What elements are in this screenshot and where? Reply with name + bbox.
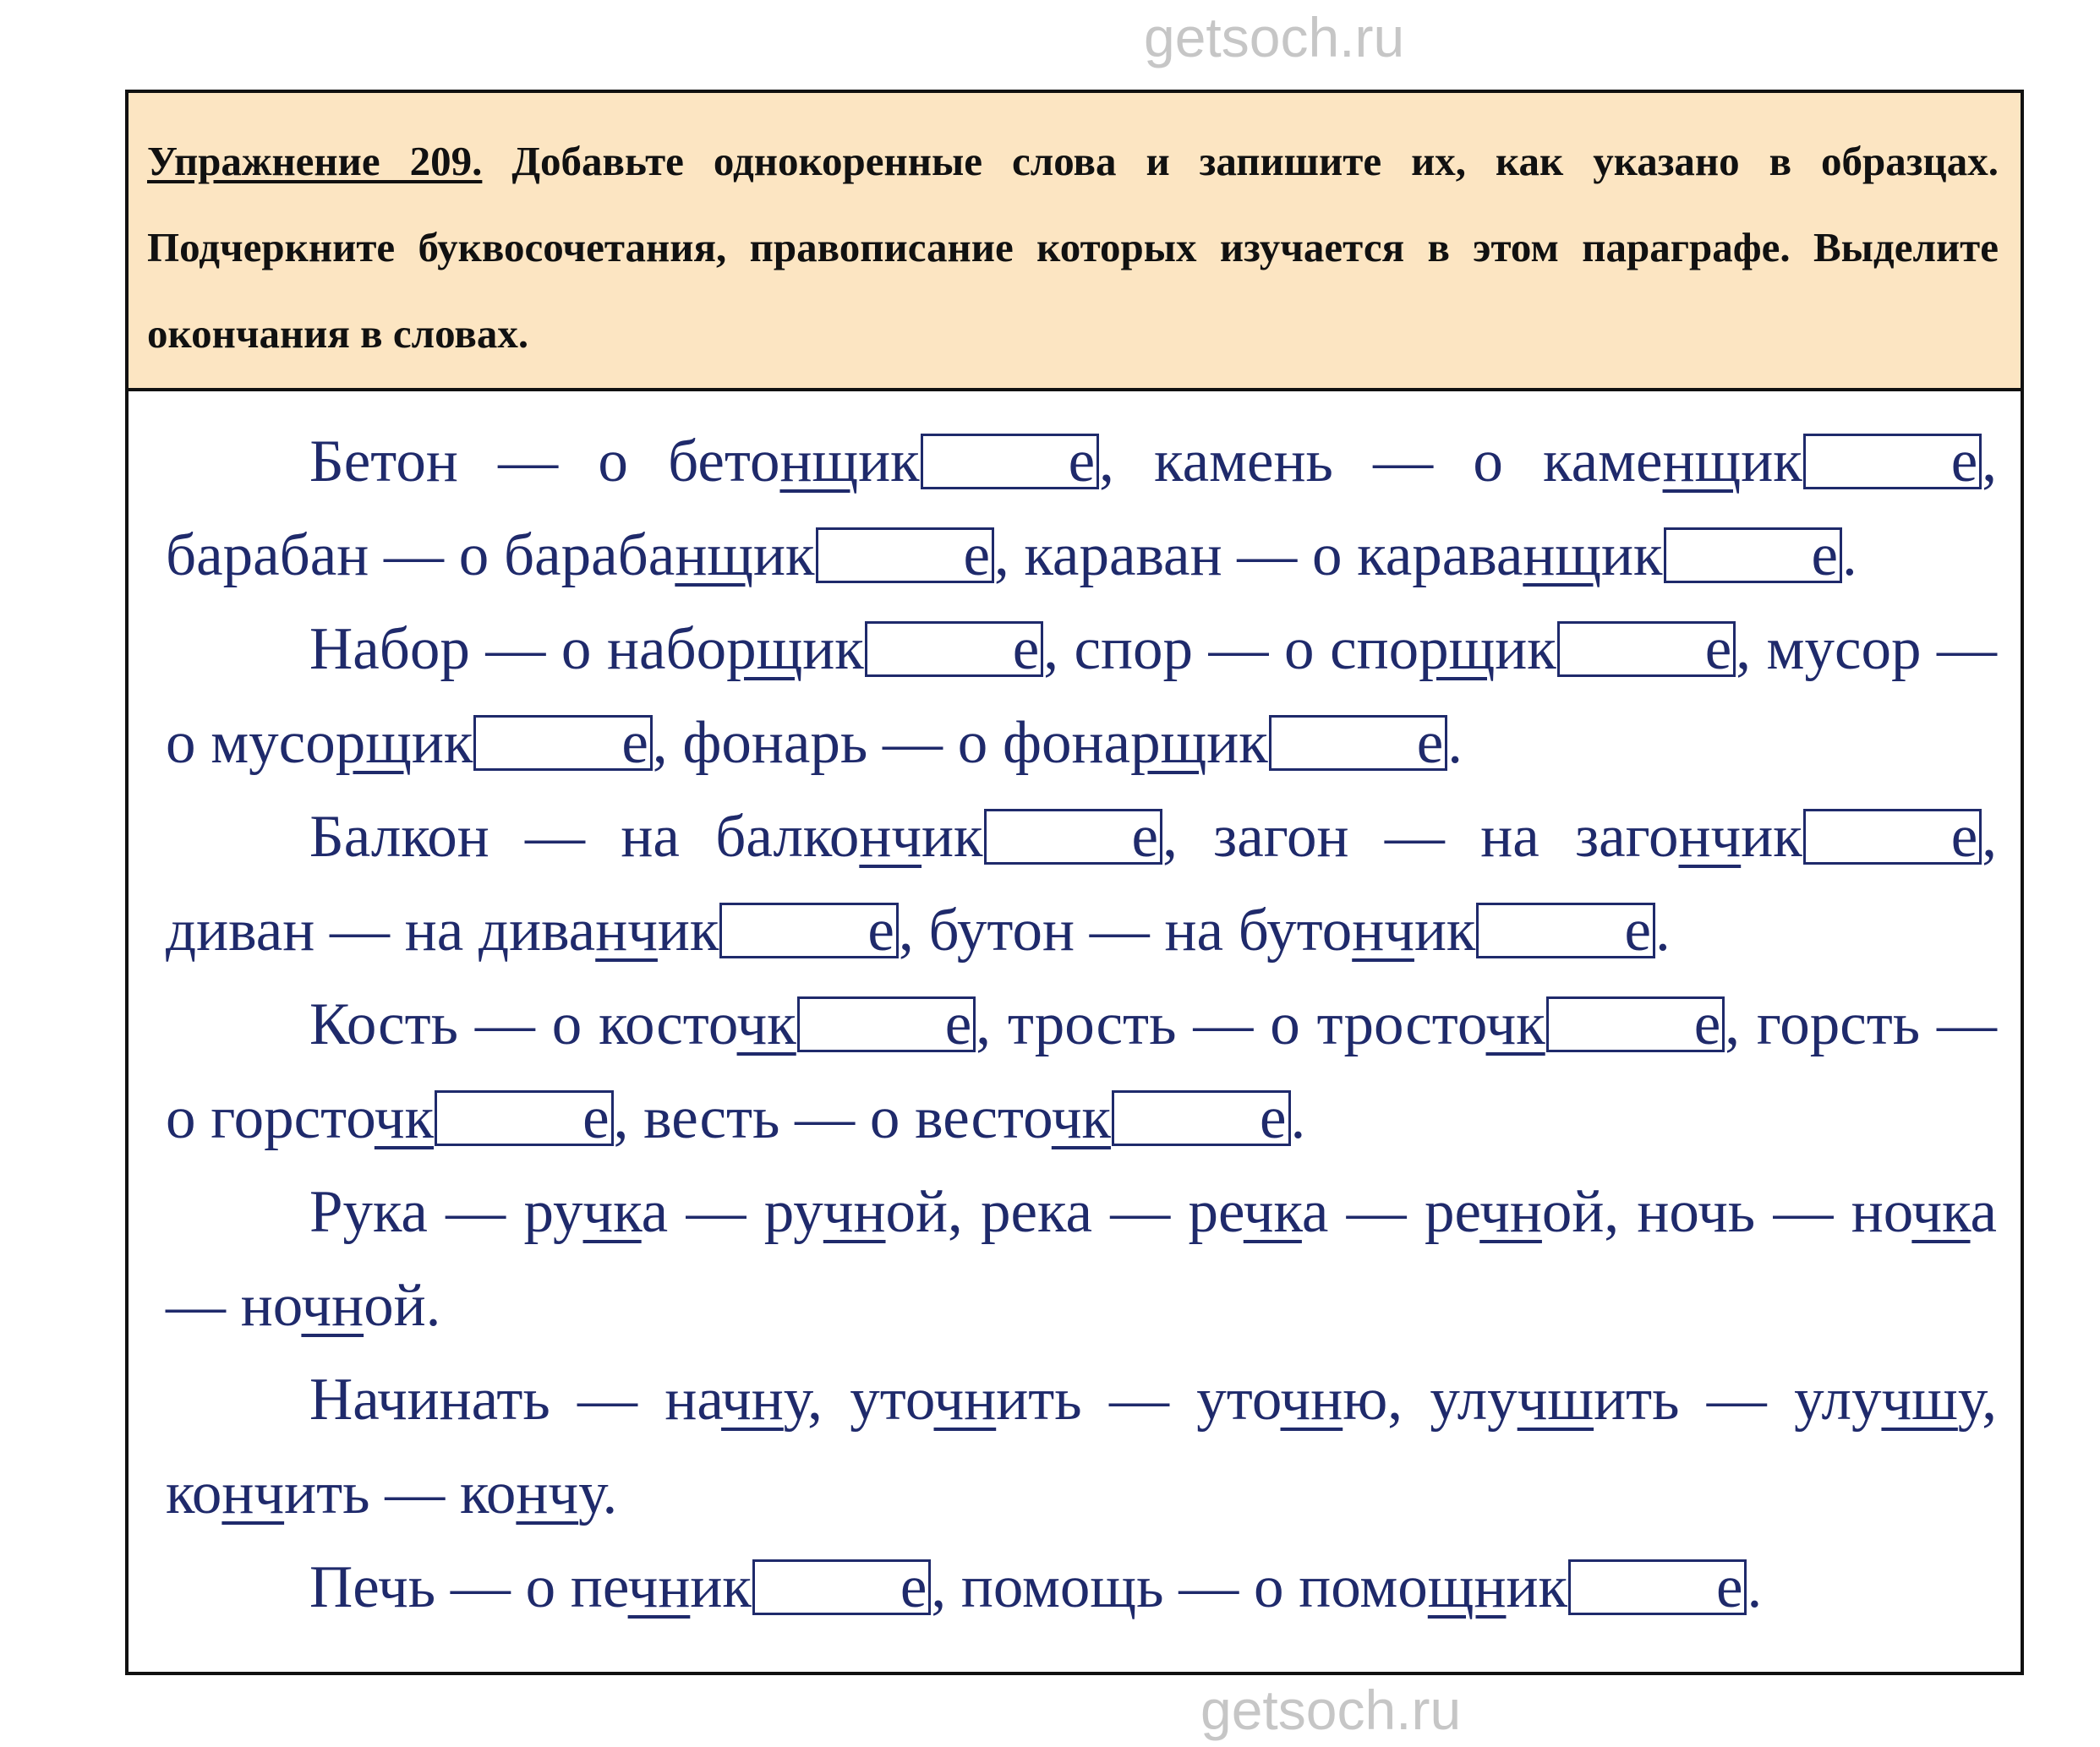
answer-text: Начинать — на <box>309 1367 722 1433</box>
answer-text: , горсть — о горсто <box>166 991 1997 1151</box>
underlined-letters: рщ <box>335 710 412 776</box>
answer-text: ить — улу <box>1594 1367 1882 1433</box>
ending-box: е <box>1557 621 1736 677</box>
answer-text: ик <box>1741 429 1802 494</box>
answer-text: , спор — о спо <box>1043 616 1419 682</box>
underlined-letters: рщ <box>726 616 803 682</box>
answer-text: Кость — о косто <box>309 991 737 1057</box>
answer-text: ик <box>1414 898 1476 964</box>
answer-text: ик <box>802 616 864 682</box>
watermark: getsoch.ru <box>1144 6 1405 68</box>
answer-text: . <box>1290 1085 1306 1151</box>
underlined-letters: нч <box>859 804 922 870</box>
underlined-letters: нщ <box>1523 522 1602 588</box>
answer-text: , мусор — о мусо <box>166 616 1997 776</box>
underlined-letters: нч <box>595 898 658 964</box>
answer-text: ой, ночь — но <box>1541 1179 1912 1245</box>
answer-text: ой. <box>364 1273 441 1339</box>
underlined-letters: чк <box>1051 1085 1112 1151</box>
underlined-letters: нч <box>516 1460 579 1526</box>
answer-text: , трость — о тросто <box>976 991 1486 1057</box>
task-header <box>129 93 2021 391</box>
exercise-frame <box>125 90 2024 1675</box>
exercise-number: Упражнение 209. <box>147 138 483 184</box>
underlined-letters: чк <box>1911 1179 1971 1245</box>
ending-box: е <box>816 527 995 583</box>
answer-text: ик <box>657 898 719 964</box>
ending-box: е <box>797 996 976 1052</box>
underlined-letters: чш <box>1881 1367 1958 1433</box>
underlined-letters: чк <box>1243 1179 1302 1245</box>
answer-paragraph <box>166 1541 1997 1635</box>
answer-text: , фонарь — о фона <box>652 710 1131 776</box>
task-text <box>147 118 1999 377</box>
underlined-letters: чн <box>823 1179 886 1245</box>
answer-text: , загон — на заго <box>1162 804 1679 870</box>
underlined-letters: чн <box>933 1367 997 1433</box>
underlined-letters: чн <box>1280 1367 1343 1433</box>
underlined-letters: рщ <box>1130 710 1207 776</box>
ending-box: е <box>1803 809 1982 865</box>
underlined-letters: чк <box>582 1179 642 1245</box>
answer-text: ик <box>1506 1554 1567 1620</box>
ending-box: е <box>1112 1090 1291 1146</box>
answer-text: Набор — о набо <box>309 616 727 682</box>
answer-paragraph <box>166 1166 1997 1353</box>
underlined-letters: чн <box>1479 1179 1542 1245</box>
answer-text: . <box>1654 898 1671 964</box>
answer-text: ик <box>1495 616 1556 682</box>
answer-text: ой, река — ре <box>885 1179 1244 1245</box>
answer-text: ик <box>1741 804 1802 870</box>
ending-box: е <box>1269 715 1448 771</box>
task-instructions: Добавьте однокоренные слова и запишите их, как указано в образцах. Подчеркните буквосочетания, правописание которых изучается в этом параграфе. Выделите окончания в словах. <box>147 138 1999 357</box>
answer-text: ик <box>753 522 815 588</box>
underlined-letters: чн <box>627 1554 691 1620</box>
answer-text: ю, улу <box>1343 1367 1518 1433</box>
underlined-letters: нщ <box>675 522 753 588</box>
underlined-letters: нщ <box>779 429 859 494</box>
answer-text: ик <box>690 1554 752 1620</box>
answer-text: ик <box>1601 522 1663 588</box>
answer-text: а — но <box>166 1179 1998 1339</box>
answer-text: , бутон — на буто <box>898 898 1353 964</box>
underlined-letters: чк <box>1485 991 1545 1057</box>
answer-text: у. <box>578 1460 618 1526</box>
answer-text: а — ру <box>641 1179 823 1245</box>
underlined-letters: чк <box>736 991 796 1057</box>
ending-box: е <box>719 903 899 958</box>
ending-box: е <box>473 715 653 771</box>
answer-text: Бетон — о бето <box>309 429 780 494</box>
answer-paragraph <box>166 1353 1997 1541</box>
ending-box: е <box>984 809 1163 865</box>
underlined-letters: чк <box>374 1085 435 1151</box>
underlined-letters: чш <box>1517 1367 1594 1433</box>
answer-text: . <box>1842 522 1857 588</box>
ending-box: е <box>1476 903 1655 958</box>
underlined-letters: чн <box>721 1367 784 1433</box>
ending-box: е <box>752 1559 932 1615</box>
answer-text: ик <box>921 804 983 870</box>
underlined-letters: нч <box>1352 898 1414 964</box>
underlined-letters: нч <box>221 1460 285 1526</box>
answer-text: . <box>1747 1554 1763 1620</box>
answer-text: ик <box>858 429 920 494</box>
answer-text: , караван — о карава <box>994 522 1523 588</box>
answer-text: Рука — ру <box>309 1179 583 1245</box>
answer-text: , помощь — о помо <box>931 1554 1428 1620</box>
ending-box: е <box>1568 1559 1747 1615</box>
answer-paragraph <box>166 603 1997 790</box>
answer-text: а — ре <box>1301 1179 1480 1245</box>
answer-text: Балкон — на балко <box>309 804 860 870</box>
answer-text: Печь — о пе <box>309 1554 628 1620</box>
answer-body <box>129 391 2021 1672</box>
underlined-letters: рщ <box>1419 616 1496 682</box>
ending-box: е <box>435 1090 614 1146</box>
answer-paragraph <box>166 978 1997 1166</box>
answer-text: ить — ко <box>284 1460 517 1526</box>
answer-text: ить — уто <box>996 1367 1281 1433</box>
watermark: getsoch.ru <box>1200 1679 1462 1741</box>
answer-text: у, ко <box>166 1367 1997 1526</box>
answer-text: , диван — на дива <box>166 804 1997 964</box>
ending-box: е <box>1803 434 1982 489</box>
underlined-letters: нч <box>1678 804 1742 870</box>
answer-text: у, уто <box>783 1367 934 1433</box>
ending-box: е <box>1546 996 1725 1052</box>
ending-box: е <box>921 434 1100 489</box>
underlined-letters: щн <box>1427 1554 1507 1620</box>
answer-text: . <box>1447 710 1463 776</box>
answer-text: ик <box>411 710 473 776</box>
answer-text: ик <box>1206 710 1268 776</box>
answer-text: , барабан — о бараба <box>166 429 1997 588</box>
ending-box: е <box>865 621 1044 677</box>
answer-text: , весть — о весто <box>613 1085 1052 1151</box>
underlined-letters: чн <box>301 1273 364 1339</box>
underlined-letters: нщ <box>1662 429 1742 494</box>
answer-paragraph <box>166 415 1997 603</box>
answer-text: , камень — о каме <box>1099 429 1663 494</box>
ending-box: е <box>1664 527 1843 583</box>
answer-paragraph <box>166 790 1997 978</box>
